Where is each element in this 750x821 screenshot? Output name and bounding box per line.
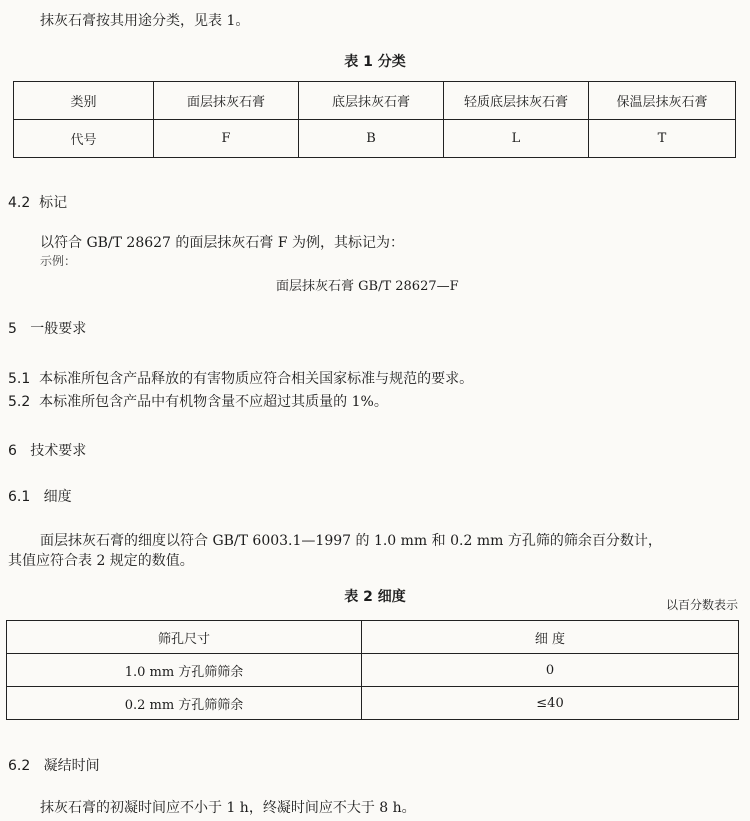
table-cell: 代号: [14, 120, 154, 158]
section-number: 6: [8, 443, 17, 459]
section-heading-4-2: [8, 192, 67, 212]
table2-unit-note: 以百分数表示: [665, 598, 738, 612]
table-cell: B: [299, 120, 444, 158]
clause-text: 本标准所包含产品中有机物含量不应超过其质量的 1%。: [39, 394, 388, 410]
section-number: 6.2: [8, 758, 31, 774]
section-heading-5: [8, 318, 86, 338]
section-heading-6-2: [8, 755, 100, 775]
clause-number: 5.1: [8, 371, 31, 387]
section-title: 细度: [43, 489, 72, 505]
table-cell: L: [444, 120, 589, 158]
table-header-cell: 筛孔尺寸: [7, 621, 362, 654]
table-cell: ≤40: [362, 687, 739, 720]
table-cell: 1.0 mm 方孔筛筛余: [7, 654, 362, 687]
table-row: [14, 120, 736, 158]
section-number: 4.2: [8, 195, 31, 211]
intro-paragraph: 抹灰石膏按其用途分类，见表 1。: [40, 13, 250, 29]
setting-time-paragraph: 抹灰石膏的初凝时间应不小于 1 h，终凝时间应不大于 8 h。: [40, 800, 416, 816]
table-cell: 0.2 mm 方孔筛筛余: [7, 687, 362, 720]
table1-caption: 表 1 分类: [344, 54, 406, 70]
table-row: [14, 82, 736, 120]
table-cell: 底层抹灰石膏: [299, 82, 444, 120]
table-cell: 面层抹灰石膏: [154, 82, 299, 120]
section-heading-6: [8, 440, 86, 460]
clause-5-1: [8, 368, 473, 388]
table-cell: T: [589, 120, 736, 158]
table-cell: 类别: [14, 82, 154, 120]
section-title: 凝结时间: [43, 758, 100, 774]
table-row: [7, 621, 739, 654]
mark-paragraph: 以符合 GB/T 28627 的面层抹灰石膏 F 为例，其标记为：: [40, 235, 405, 251]
clause-number: 5.2: [8, 394, 31, 410]
example-label: 示例：: [40, 254, 77, 268]
section-title: 技术要求: [30, 443, 87, 459]
section-heading-6-1: [8, 486, 72, 506]
fineness-paragraph-line2: 其值应符合表 2 规定的数值。: [8, 553, 194, 569]
section-title: 标记: [39, 195, 68, 211]
fineness-paragraph-line1: 面层抹灰石膏的细度以符合 GB/T 6003.1—1997 的 1.0 mm 和 0.2 mm 方孔筛的筛余百分数计，: [40, 533, 662, 549]
classification-table: [13, 81, 736, 158]
clause-text: 本标准所包含产品释放的有害物质应符合相关国家标准与规范的要求。: [39, 371, 474, 387]
table2-caption: 表 2 细度: [344, 589, 406, 605]
fineness-table: [6, 620, 739, 720]
table-row: [7, 654, 739, 687]
section-number: 6.1: [8, 489, 31, 505]
example-value: 面层抹灰石膏 GB/T 28627—F: [276, 279, 459, 294]
table-cell: 保温层抹灰石膏: [589, 82, 736, 120]
clause-5-2: [8, 391, 388, 411]
table-cell: F: [154, 120, 299, 158]
table-cell: 轻质底层抹灰石膏: [444, 82, 589, 120]
section-title: 一般要求: [30, 321, 87, 337]
table-header-cell: 细 度: [362, 621, 739, 654]
section-number: 5: [8, 321, 17, 337]
table-cell: 0: [362, 654, 739, 687]
table-row: [7, 687, 739, 720]
